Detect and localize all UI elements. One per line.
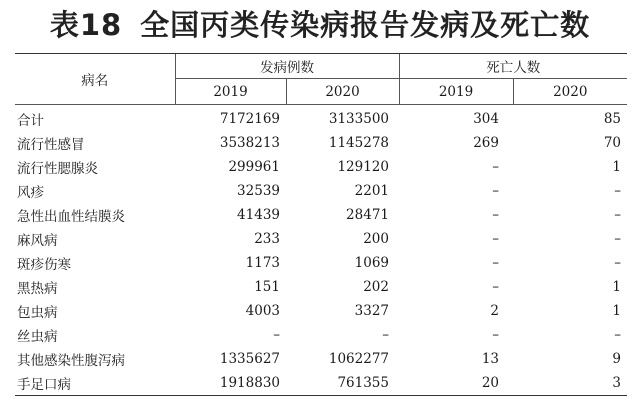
header-disease-name: 病名 [15, 54, 175, 105]
header-deaths-2020: 2020 [513, 79, 627, 105]
deaths-2020-cell: – [614, 255, 621, 271]
deaths-2019-cell: – [492, 159, 499, 175]
deaths-2020-cell: 9 [612, 351, 621, 367]
deaths-2019-cell: – [492, 255, 499, 271]
table-row [15, 105, 627, 132]
table-row [15, 299, 627, 323]
cases-2020-cell: 200 [363, 231, 389, 247]
table-row [15, 275, 627, 299]
deaths-2020-cell: 1 [612, 303, 621, 319]
disease-name-cell: 丝虫病 [17, 329, 58, 345]
deaths-2019-cell: 269 [473, 135, 499, 151]
deaths-2019-cell: 304 [473, 111, 499, 127]
cases-2020-cell: 2201 [354, 183, 389, 199]
cases-2020-cell: 129120 [337, 159, 389, 175]
cases-2019-cell: 41439 [237, 207, 280, 223]
cases-2019-cell: 32539 [237, 183, 280, 199]
cases-2020-cell: 761355 [286, 371, 399, 396]
cases-2020-cell: – [382, 327, 389, 343]
cases-2019-cell: 1173 [245, 255, 280, 271]
deaths-2020-cell: 3 [513, 371, 627, 396]
deaths-2019-cell: – [492, 231, 499, 247]
deaths-2020-cell: 70 [603, 135, 621, 151]
table-row [15, 347, 627, 371]
deaths-2020-cell: – [614, 231, 621, 247]
disease-statistics-table [15, 53, 627, 396]
deaths-2020-cell: – [614, 183, 621, 199]
cases-2019-cell: 4003 [245, 303, 280, 319]
cases-2019-cell: 299961 [228, 159, 280, 175]
deaths-2020-cell: – [614, 327, 621, 343]
cases-2019-cell: 233 [254, 231, 280, 247]
deaths-2020-cell: – [614, 207, 621, 223]
deaths-2019-cell: 20 [399, 371, 513, 396]
deaths-2019-cell: 2 [490, 303, 499, 319]
header-cases-2020: 2020 [286, 79, 399, 105]
disease-name-cell: 合计 [17, 113, 44, 129]
deaths-2019-cell: 13 [481, 351, 499, 367]
page-title [0, 0, 640, 50]
disease-name-cell: 包虫病 [17, 305, 58, 321]
table-row [15, 251, 627, 275]
table-body [15, 105, 627, 396]
header-cases: 发病例数 [175, 54, 399, 79]
cases-2019-cell: 3538213 [219, 135, 280, 151]
table-row [15, 227, 627, 251]
cases-2019-cell: 151 [254, 279, 280, 295]
table-title: 全国丙类传染病报告发病及死亡数 [140, 8, 591, 42]
deaths-2019-cell: – [492, 279, 499, 295]
header-deaths-2019: 2019 [399, 79, 513, 105]
deaths-2019-cell: – [492, 207, 499, 223]
cases-2020-cell: 1145278 [328, 135, 389, 151]
cases-2019-cell: 1918830 [175, 371, 286, 396]
deaths-2019-cell: – [492, 183, 499, 199]
table-row [15, 323, 627, 347]
deaths-2020-cell: 85 [603, 111, 621, 127]
table-row [15, 155, 627, 179]
table-row [15, 203, 627, 227]
disease-name-cell: 流行性腮腺炎 [17, 161, 98, 177]
disease-name-cell: 手足口病 [15, 371, 175, 396]
cases-2020-cell: 28471 [346, 207, 389, 223]
disease-name-cell: 斑疹伤寒 [17, 257, 71, 273]
table-number: 表18 [49, 8, 123, 42]
table-row [15, 131, 627, 155]
disease-name-cell: 风疹 [17, 185, 44, 201]
disease-name-cell: 其他感染性腹泻病 [17, 353, 125, 369]
cases-2019-cell: 1335627 [219, 351, 280, 367]
deaths-2020-cell: 1 [612, 279, 621, 295]
disease-name-cell: 黑热病 [17, 281, 58, 297]
deaths-2020-cell: 1 [612, 159, 621, 175]
disease-name-cell: 急性出血性结膜炎 [17, 209, 125, 225]
header-cases-2019: 2019 [175, 79, 286, 105]
header-deaths: 死亡人数 [399, 54, 627, 79]
table-row [15, 371, 627, 396]
cases-2020-cell: 1069 [354, 255, 389, 271]
disease-name-cell: 麻风病 [17, 233, 58, 249]
deaths-2019-cell: – [492, 327, 499, 343]
cases-2019-cell: 7172169 [219, 111, 280, 127]
cases-2019-cell: – [273, 327, 280, 343]
table-row [15, 179, 627, 203]
disease-name-cell: 流行性感冒 [17, 137, 85, 153]
cases-2020-cell: 202 [363, 279, 389, 295]
cases-2020-cell: 3133500 [328, 111, 389, 127]
cases-2020-cell: 1062277 [328, 351, 389, 367]
cases-2020-cell: 3327 [354, 303, 389, 319]
